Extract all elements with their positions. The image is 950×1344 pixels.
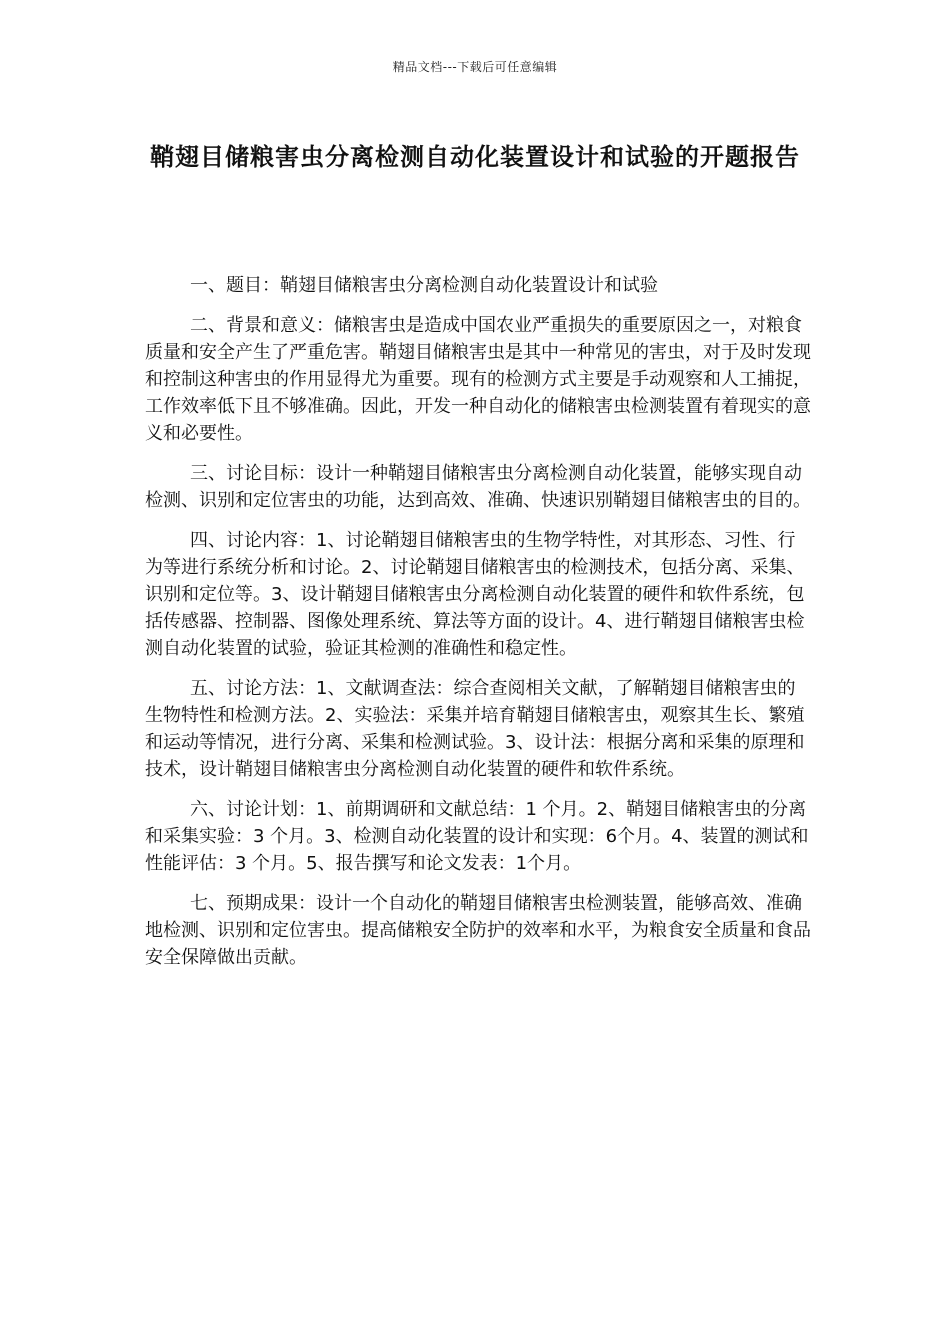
section-schedule: 六、讨论计划：1、前期调研和文献总结：1 个月。2、鞘翅目储粮害虫的分离和采集实验：3 个月。3、检测自动化装置的设计和实现：6个月。4、装置的测试和性能评估：3 个月。5、报告撰写和论文发表：1个月。 (145, 799, 809, 874)
section-objectives: 三、讨论目标：设计一种鞘翅目储粮害虫分离检测自动化装置，能够实现自动检测、识别和定位害虫的功能，达到高效、准确、快速识别鞘翅目储粮害虫的目的。 (145, 463, 811, 511)
document-body (145, 272, 813, 984)
section-topic: 一、题目：鞘翅目储粮害虫分离检测自动化装置设计和试验 (190, 275, 658, 296)
section-background: 二、背景和意义：储粮害虫是造成中国农业严重损失的重要原因之一，对粮食质量和安全产生了严重危害。鞘翅目储粮害虫是其中一种常见的害虫，对于及时发现和控制这种害虫的作用显得尤为重要。现有的检测方式主要是手动观察和人工捕捉，工作效率低下且不够准确。因此，开发一种自动化的储粮害虫检测装置有着现实的意义和必要性。 (145, 315, 811, 444)
section-expected-results: 七、预期成果：设计一个自动化的鞘翅目储粮害虫检测装置，能够高效、准确地检测、识别和定位害虫。提高储粮安全防护的效率和水平，为粮食安全质量和食品安全保障做出贡献。 (145, 893, 811, 968)
page-header: 精品文档---下载后可任意编辑 (392, 60, 558, 74)
section-methods: 五、讨论方法：1、文献调查法：综合查阅相关文献，了解鞘翅目储粮害虫的生物特性和检测方法。2、实验法：采集并培育鞘翅目储粮害虫，观察其生长、繁殖和运动等情况，进行分离、采集和检测试验。3、设计法：根据分离和采集的原理和技术，设计鞘翅目储粮害虫分离检测自动化装置的硬件和软件系统。 (145, 678, 805, 780)
document-title: 鞘翅目储粮害虫分离检测自动化装置设计和试验的开题报告 (150, 143, 800, 171)
section-content: 四、讨论内容：1、讨论鞘翅目储粮害虫的生物学特性，对其形态、习性、行为等进行系统分析和讨论。2、讨论鞘翅目储粮害虫的检测技术，包括分离、采集、识别和定位等。3、设计鞘翅目储粮害虫分离检测自动化装置的硬件和软件系统，包括传感器、控制器、图像处理系统、算法等方面的设计。4、进行鞘翅目储粮害虫检测自动化装置的试验，验证其检测的准确性和稳定性。 (145, 530, 805, 659)
